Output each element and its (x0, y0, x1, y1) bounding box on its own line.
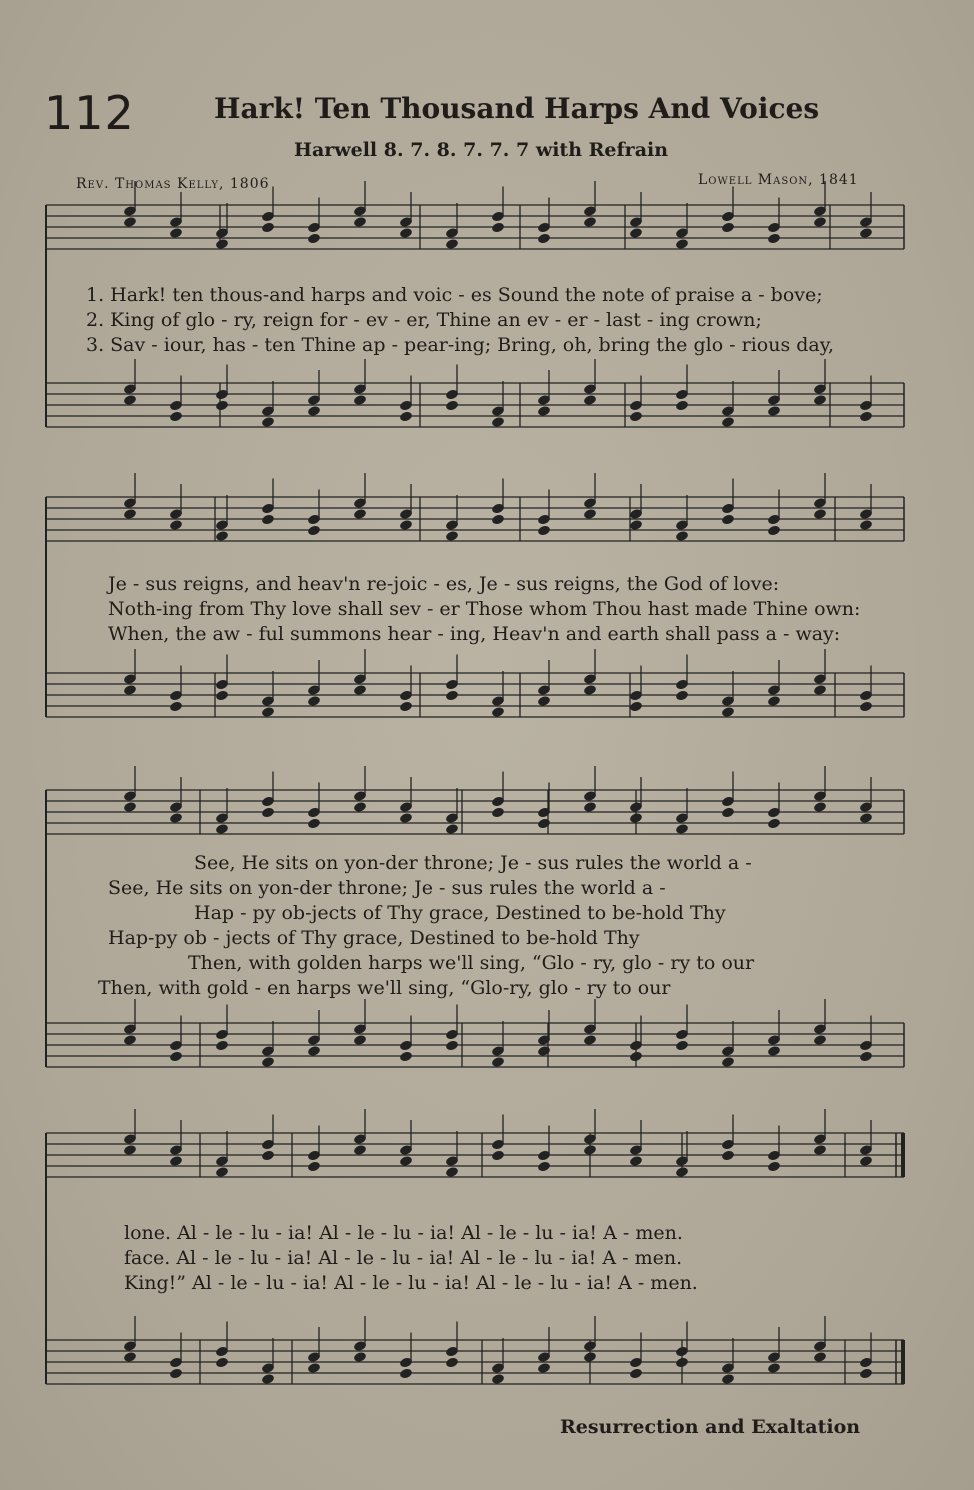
lyric-line: Then, with gold - en harps we'll sing, “Glo-ry, glo - ry to our (98, 977, 671, 999)
lyric-line: Hap - py ob-jects of Thy grace, Destined to be-hold Thy (194, 902, 726, 924)
lyric-line: See, He sits on yon-der throne; Je - sus rules the world a - (108, 877, 666, 899)
lyric-line: face. Al - le - lu - ia! Al - le - lu - ia! Al - le - lu - ia! A - men. (124, 1247, 683, 1269)
lyric-line: 3. Sav - iour, has - ten Thine ap - pear-ing; Bring, oh, bring the glo - rious day, (86, 334, 835, 356)
author-credit: Rev. Thomas Kelly, 1806 (76, 176, 270, 192)
section-footer: Resurrection and Exaltation (560, 1416, 861, 1438)
lyric-line: Hap-py ob - jects of Thy grace, Destined to be-hold Thy (108, 927, 640, 949)
lyric-line: lone. Al - le - lu - ia! Al - le - lu - ia! Al - le - lu - ia! A - men. (124, 1222, 683, 1244)
lyric-line: 1. Hark! ten thous-and harps and voic - es Sound the note of praise a - bove; (86, 284, 823, 306)
lyric-line: Noth-ing from Thy love shall sev - er Those whom Thou hast made Thine own: (108, 598, 861, 620)
hymn-number: 112 (44, 86, 135, 140)
lyric-line: King!” Al - le - lu - ia! Al - le - lu - ia! Al - le - lu - ia! A - men. (124, 1272, 698, 1294)
lyric-line: When, the aw - ful summons hear - ing, Heav'n and earth shall pass a - way: (108, 623, 841, 645)
lyric-line: 2. King of glo - ry, reign for - ev - er, Thine an ev - er - last - ing crown; (86, 309, 762, 331)
lyric-line: Then, with golden harps we'll sing, “Glo - ry, glo - ry to our (188, 952, 755, 974)
composer-credit: Lowell Mason, 1841 (698, 172, 859, 188)
lyric-line: See, He sits on yon-der throne; Je - sus rules the world a - (194, 852, 752, 874)
hymn-title: Hark! Ten Thousand Harps And Voices (214, 92, 820, 125)
lyric-line: Je - sus reigns, and heav'n re-joic - es, Je - sus reigns, the God of love: (108, 573, 780, 595)
tune-meter: Harwell 8. 7. 8. 7. 7. 7 with Refrain (294, 139, 669, 161)
